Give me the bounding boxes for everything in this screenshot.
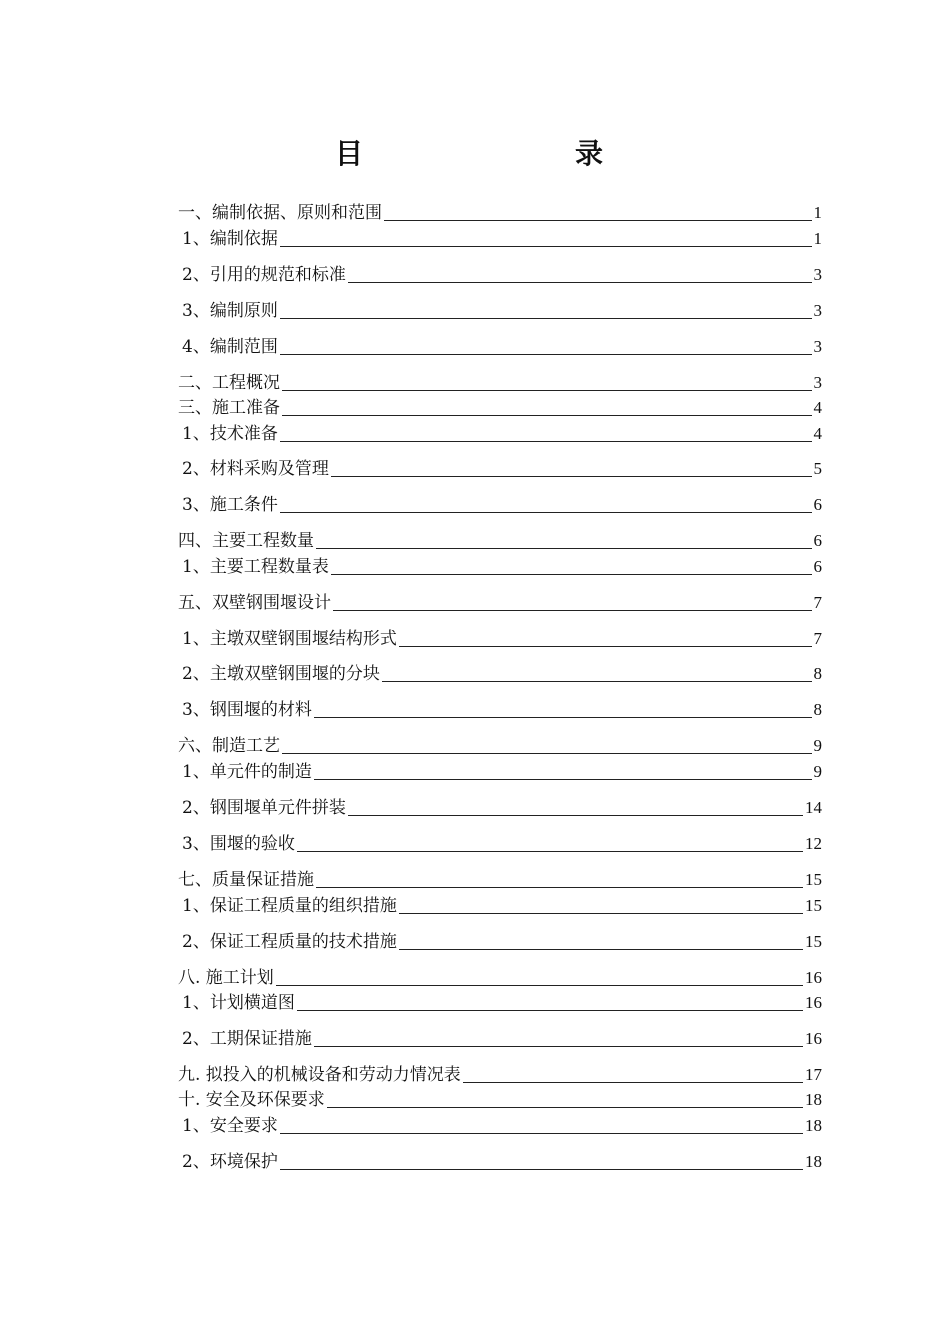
toc-leader-line (282, 752, 812, 754)
toc-entry-label: 2、材料采购及管理 (182, 459, 329, 479)
toc-entry-label: 3、编制原则 (182, 301, 278, 321)
toc-entry-page-number: 18 (805, 1090, 822, 1109)
toc-entry-page-number: 16 (805, 1029, 822, 1048)
toc-entry-label: 3、施工条件 (182, 495, 278, 515)
toc-leader-line (314, 716, 812, 718)
toc-leader-line (280, 353, 812, 355)
toc-entry-label: 八. 施工计划 (178, 968, 274, 988)
toc-entry[interactable] (178, 555, 822, 577)
toc-leader-line (297, 850, 803, 852)
toc-entry[interactable] (178, 1088, 822, 1110)
toc-entry-page-number: 3 (813, 265, 822, 284)
toc-entry-label: 1、技术准备 (182, 424, 278, 444)
toc-entry[interactable] (178, 335, 822, 357)
toc-leader-line (282, 414, 812, 416)
toc-entry[interactable] (178, 493, 822, 515)
toc-entry-label: 2、环境保护 (182, 1152, 278, 1172)
toc-entry[interactable] (178, 299, 822, 321)
toc-entry-label: 2、工期保证措施 (182, 1029, 312, 1049)
toc-entry-page-number: 16 (805, 968, 822, 987)
toc-entry[interactable] (178, 396, 822, 418)
toc-entry[interactable] (178, 698, 822, 720)
toc-entry-page-number: 7 (813, 593, 822, 612)
toc-entry-label: 2、引用的规范和标准 (182, 265, 346, 285)
toc-entry[interactable] (178, 457, 822, 479)
toc-entry-page-number: 3 (813, 301, 822, 320)
toc-leader-line (399, 912, 803, 914)
toc-entry-page-number: 12 (805, 834, 822, 853)
toc-entry-label: 六、制造工艺 (178, 736, 280, 756)
toc-leader-line (276, 984, 803, 986)
toc-entry-page-number: 8 (813, 700, 822, 719)
toc-entry-page-number: 8 (813, 664, 822, 683)
toc-entry-label: 3、围堰的验收 (182, 834, 295, 854)
toc-entry-page-number: 6 (813, 531, 822, 550)
toc-leader-line (316, 886, 803, 888)
toc-entry[interactable] (178, 966, 822, 988)
toc-entry-page-number: 16 (805, 993, 822, 1012)
toc-entry[interactable] (178, 1027, 822, 1049)
toc-entry-page-number: 18 (805, 1116, 822, 1135)
toc-entry-label: 三、施工准备 (178, 398, 280, 418)
toc-entry[interactable] (178, 591, 822, 613)
toc-entry-page-number: 4 (813, 398, 822, 417)
toc-leader-line (384, 219, 812, 221)
toc-entry-page-number: 4 (813, 424, 822, 443)
toc-leader-line (282, 389, 812, 391)
toc-entry[interactable] (178, 760, 822, 782)
toc-entry-label: 2、主墩双壁钢围堰的分块 (182, 664, 380, 684)
toc-entry-page-number: 15 (805, 896, 822, 915)
toc-entry-page-number: 1 (813, 229, 822, 248)
toc-entry[interactable] (178, 529, 822, 551)
toc-leader-line (327, 1106, 803, 1108)
toc-entry-label: 3、钢围堰的材料 (182, 700, 312, 720)
toc-entry[interactable] (178, 894, 822, 916)
page-title: 目 录 (334, 137, 655, 170)
toc-entry-page-number: 14 (805, 798, 822, 817)
toc-leader-line (280, 1168, 803, 1170)
toc-entry[interactable] (178, 662, 822, 684)
toc-entry-label: 2、保证工程质量的技术措施 (182, 932, 397, 952)
toc-entry-label: 4、编制范围 (182, 337, 278, 357)
toc-leader-line (463, 1081, 803, 1083)
toc-entry[interactable] (178, 930, 822, 952)
toc-entry[interactable] (178, 422, 822, 444)
toc-entry[interactable] (178, 263, 822, 285)
toc-entry[interactable] (178, 1150, 822, 1172)
toc-entry-label: 1、单元件的制造 (182, 762, 312, 782)
toc-entry-label: 一、编制依据、原则和范围 (178, 203, 382, 223)
toc-entry-label: 1、计划横道图 (182, 993, 295, 1013)
toc-entry-page-number: 7 (813, 629, 822, 648)
toc-entry-label: 1、保证工程质量的组织措施 (182, 896, 397, 916)
toc-entry[interactable] (178, 1063, 822, 1085)
toc-entry-label: 四、主要工程数量 (178, 531, 314, 551)
toc-entry-page-number: 9 (813, 762, 822, 781)
toc-leader-line (297, 1009, 803, 1011)
toc-entry-label: 九. 拟投入的机械设备和劳动力情况表 (178, 1065, 461, 1085)
toc-entry[interactable] (178, 201, 822, 223)
toc-leader-line (314, 778, 812, 780)
toc-entry-page-number: 1 (813, 203, 822, 222)
toc-entry[interactable] (178, 734, 822, 756)
toc-leader-line (348, 281, 812, 283)
toc-entry[interactable] (178, 991, 822, 1013)
toc-leader-line (314, 1045, 803, 1047)
toc-entry[interactable] (178, 227, 822, 249)
toc-entry-page-number: 6 (813, 495, 822, 514)
toc-entry[interactable] (178, 868, 822, 890)
toc-entry-label: 五、双壁钢围堰设计 (178, 593, 331, 613)
toc-entry-page-number: 18 (805, 1152, 822, 1171)
toc-entry-page-number: 3 (813, 373, 822, 392)
toc-leader-line (399, 948, 803, 950)
toc-entry-page-number: 6 (813, 557, 822, 576)
toc-entry[interactable] (178, 1114, 822, 1136)
toc-entry[interactable] (178, 371, 822, 393)
toc-entry[interactable] (178, 832, 822, 854)
toc-entry-page-number: 15 (805, 870, 822, 889)
toc-leader-line (280, 317, 812, 319)
toc-entry-label: 七、质量保证措施 (178, 870, 314, 890)
toc-entry[interactable] (178, 796, 822, 818)
toc-leader-line (399, 645, 812, 647)
toc-entry-label: 1、安全要求 (182, 1116, 278, 1136)
toc-entry-label: 1、主要工程数量表 (182, 557, 329, 577)
toc-leader-line (382, 680, 812, 682)
toc-entry-label: 2、钢围堰单元件拼装 (182, 798, 346, 818)
toc-entry[interactable] (178, 627, 822, 649)
toc-entry-label: 1、编制依据 (182, 229, 278, 249)
toc-entry-label: 十. 安全及环保要求 (178, 1090, 325, 1110)
toc-leader-line (348, 814, 803, 816)
toc-entry-page-number: 3 (813, 337, 822, 356)
toc-entry-label: 二、工程概况 (178, 373, 280, 393)
toc-leader-line (331, 475, 812, 477)
toc-entry-page-number: 15 (805, 932, 822, 951)
toc-leader-line (280, 1132, 803, 1134)
toc-entry-page-number: 17 (805, 1065, 822, 1084)
toc-leader-line (316, 547, 812, 549)
toc-leader-line (331, 573, 812, 575)
toc-leader-line (280, 511, 812, 513)
toc-leader-line (333, 609, 812, 611)
toc-entry-label: 1、主墩双壁钢围堰结构形式 (182, 629, 397, 649)
toc-entry-page-number: 5 (813, 459, 822, 478)
toc-leader-line (280, 440, 812, 442)
toc-leader-line (280, 245, 812, 247)
toc-entry-page-number: 9 (813, 736, 822, 755)
